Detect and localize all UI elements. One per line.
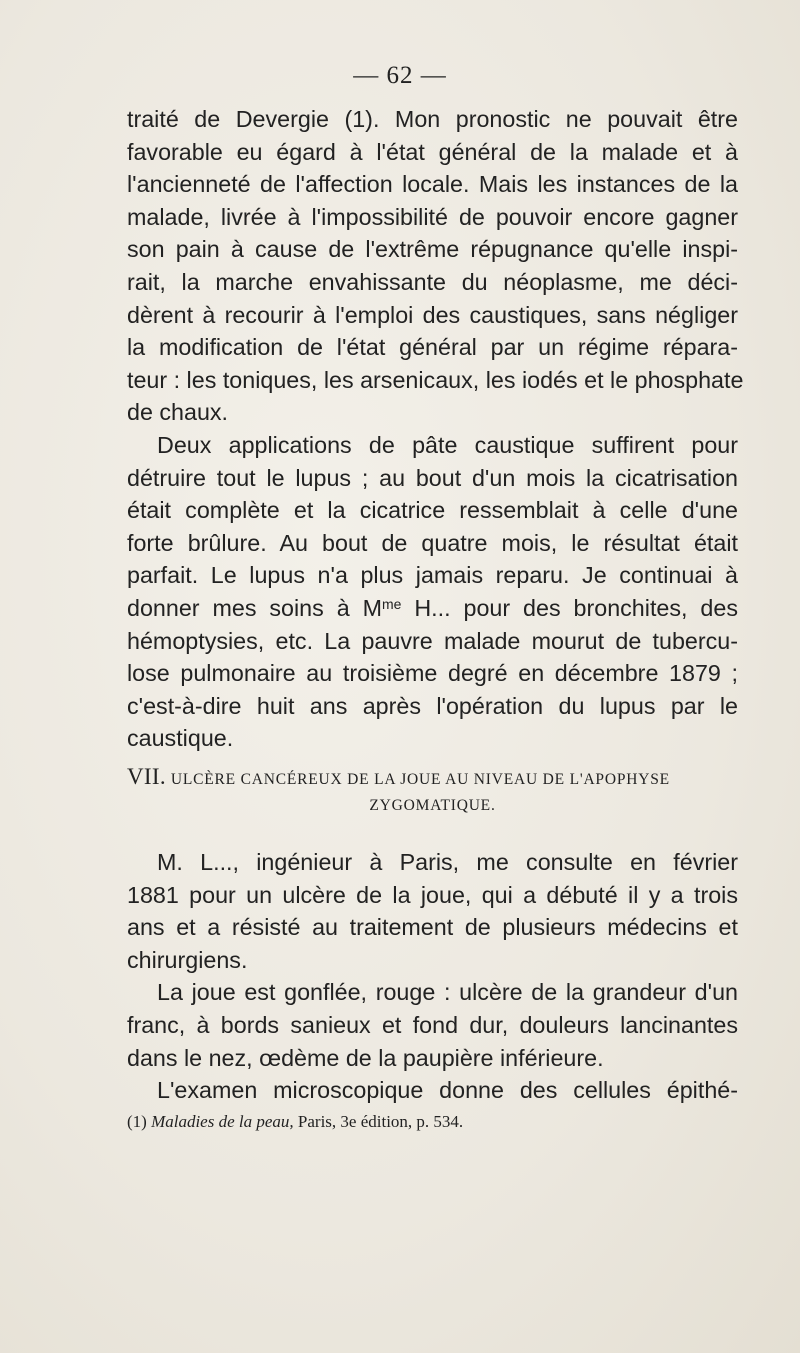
text-line	[127, 592, 738, 625]
page-number: — 62 —	[353, 62, 447, 89]
text-line: teur : les toniques, les arsenicaux, les iodés et le phosphate	[127, 366, 744, 393]
text-line: dèrent à recourir à l'emploi des caustiques, sans négliger	[127, 301, 738, 328]
text-line: était complète et la cicatrice ressemblait à celle d'une	[127, 497, 738, 524]
paragraph-lupus-treatment	[127, 429, 738, 755]
section-title: ULCÈRE CANCÉREUX DE LA JOUE AU NIVEAU DE L'APOPHYSE	[170, 771, 670, 788]
text-line: traité de Devergie (1). Mon pronostic ne pouvait être	[127, 106, 738, 132]
text-line: La joue est gonflée, rouge : ulcère de la grandeur d'un	[157, 979, 738, 1006]
section-title-continued: ZYGOMATIQUE.	[369, 797, 496, 814]
footnote-title: Maladies de la peau,	[151, 1112, 294, 1131]
text-line: son pain à cause de l'extrême répugnance qu'elle inspi-	[127, 236, 738, 263]
text-line: détruire tout le lupus ; au bout d'un mois la cicatrisation	[127, 464, 738, 491]
text-line: forte brûlure. Au bout de quatre mois, le résultat était	[127, 529, 738, 556]
text-line: rait, la marche envahissante du néoplasme, me déci-	[127, 268, 738, 295]
paragraph-symptoms	[127, 976, 738, 1074]
paragraph-examination	[127, 1074, 738, 1107]
text-line: franc, à bords sanieux et fond dur, douleurs lancinantes	[127, 1011, 738, 1038]
footnote-text: Paris, 3e édition, p. 534.	[297, 1112, 464, 1131]
text-segment: donner mes soins à M	[127, 594, 382, 621]
main-text	[127, 103, 744, 755]
text-line: de chaux.	[127, 399, 229, 426]
paragraph-case-intro	[127, 846, 738, 976]
text-line: L'examen microscopique donne des cellules épithé-	[157, 1077, 738, 1104]
text-line: ans et a résisté au traitement de plusieurs médecins et	[127, 914, 738, 941]
section-number: VII.	[127, 764, 166, 789]
text-line: favorable eu égard à l'état général de la malade et à	[127, 138, 738, 165]
text-line: lose pulmonaire au troisième degré en décembre 1879 ;	[127, 660, 738, 687]
text-line: 1881 pour un ulcère de la joue, qui a débuté il y a trois	[127, 881, 738, 908]
text-line: Deux applications de pâte caustique suffirent pour	[157, 431, 738, 458]
text-line: parfait. Le lupus n'a plus jamais reparu. Je continuai à	[127, 562, 738, 589]
paragraph-continued	[127, 103, 744, 429]
text-line: c'est-à-dire huit ans après l'opération du lupus par le	[127, 692, 738, 719]
text-line: malade, livrée à l'impossibilité de pouvoir encore gagner	[127, 203, 738, 230]
text-line: caustique.	[127, 725, 234, 752]
superscript: me	[382, 595, 402, 612]
section-text	[127, 846, 738, 1107]
text-line: la modification de l'état général par un régime répara-	[127, 334, 738, 361]
text-line: hémoptysies, etc. La pauvre malade mourut de tubercu-	[127, 627, 738, 654]
section-heading-line	[127, 764, 738, 790]
footnote-marker: (1)	[127, 1112, 147, 1131]
footnote	[127, 1112, 738, 1132]
text-line: chirurgiens.	[127, 946, 248, 973]
text-segment: H... pour des bronchites, des	[401, 594, 738, 621]
text-line: M. L..., ingénieur à Paris, me consulte en février	[157, 849, 738, 875]
text-line: dans le nez, œdème de la paupière inférieure.	[127, 1044, 604, 1071]
text-line: l'ancienneté de l'affection locale. Mais les instances de la	[127, 171, 738, 198]
